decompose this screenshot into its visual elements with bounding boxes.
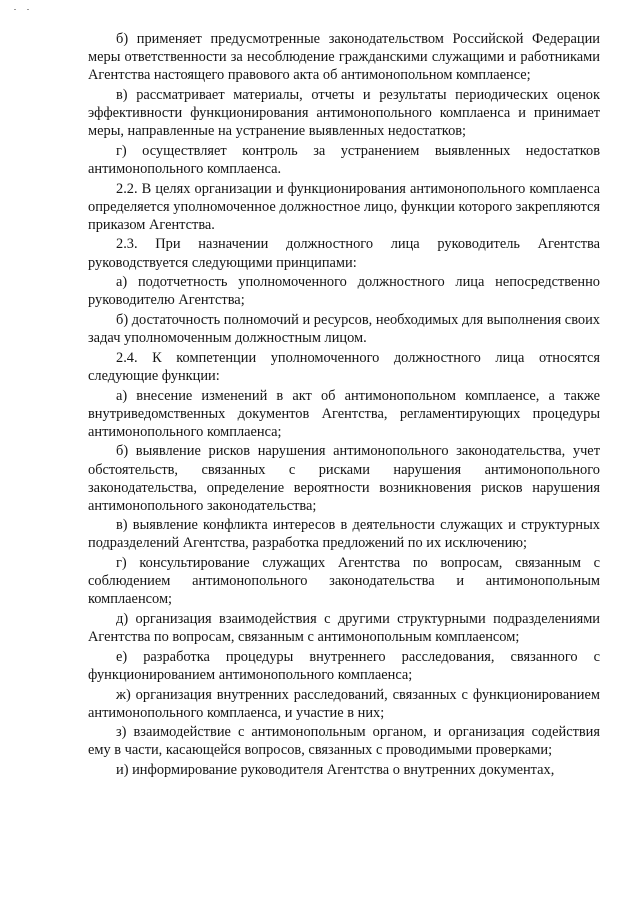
paragraph-d-interaction: д) организация взаимодействия с другими структурными подразделениями Агентства по вопросам, связанным с антимонопольным комплаенсом;	[88, 611, 600, 646]
paragraph-z-cooperation: з) взаимодействие с антимонопольным органом, и организация содействия ему в части, касающейся вопросов, связанных с проводимыми проверками;	[88, 724, 600, 759]
paragraph-i-informing: и) информирование руководителя Агентства о внутренних документах,	[116, 762, 555, 779]
paragraph-a-amendments: а) внесение изменений в акт об антимонопольном комплаенсе, а также внутриведомственных документов Агентства, регламентирующих процедуры антимонопольного комплаенса;	[88, 387, 600, 440]
paragraph-zh-investigations: ж) организация внутренних расследований, связанных с функционированием антимонопольного комплаенса, и участие в них;	[88, 686, 600, 721]
paragraph-g-control: г) осуществляет контроль за устранением выявленных недостатков антимонопольного комплаенса.	[88, 142, 600, 177]
paragraph-b-sufficiency: б) достаточность полномочий и ресурсов, необходимых для выполнения своих задач уполномоченным должностным лицом.	[88, 311, 600, 347]
document-page	[88, 30, 600, 779]
paragraph-e-procedure: е) разработка процедуры внутреннего расследования, связанного с функционированием антимонопольного комплаенса;	[88, 648, 600, 683]
paragraph-2-3: 2.3. При назначении должностного лица руководитель Агентства руководствуется следующими принципами:	[88, 236, 600, 271]
scan-speck	[14, 9, 16, 10]
paragraph-b-risks: б) выявление рисков нарушения антимонопольного законодательства, учет обстоятельств, связанных с рисками нарушения антимонопольного законодательства, определение вероятности возникновения рисков нарушения антимонопольного законодательства;	[88, 443, 600, 514]
paragraph-a-accountability: а) подотчетность уполномоченного должностного лица непосредственно руководителю Агентства;	[88, 274, 600, 309]
paragraph-2-4: 2.4. К компетенции уполномоченного должностного лица относятся следующие функции:	[88, 349, 600, 384]
scan-speck	[27, 9, 29, 10]
paragraph-b-penalties: б) применяет предусмотренные законодательством Российской Федерации меры ответственности за несоблюдение гражданскими служащими и работниками Агентства настоящего правового акта об антимонопольном комплаенсе;	[88, 31, 600, 84]
paragraph-2-2: 2.2. В целях организации и функционирования антимонопольного комплаенса определяется уполномоченное должностное лицо, функции которого закрепляются приказом Агентства.	[88, 180, 600, 233]
paragraph-g-consulting: г) консультирование служащих Агентства по вопросам, связанным с соблюдением антимонопольного законодательства и антимонопольным комплаенсом;	[88, 555, 600, 608]
paragraph-v-conflict: в) выявление конфликта интересов в деятельности служащих и структурных подразделений Агентства, разработка предложений по их исключению;	[88, 517, 600, 552]
paragraph-v-review: в) рассматривает материалы, отчеты и результаты периодических оценок эффективности функционирования антимонопольного комплаенса и принимает меры, направленные на устранение выявленных недостатков;	[88, 86, 600, 140]
